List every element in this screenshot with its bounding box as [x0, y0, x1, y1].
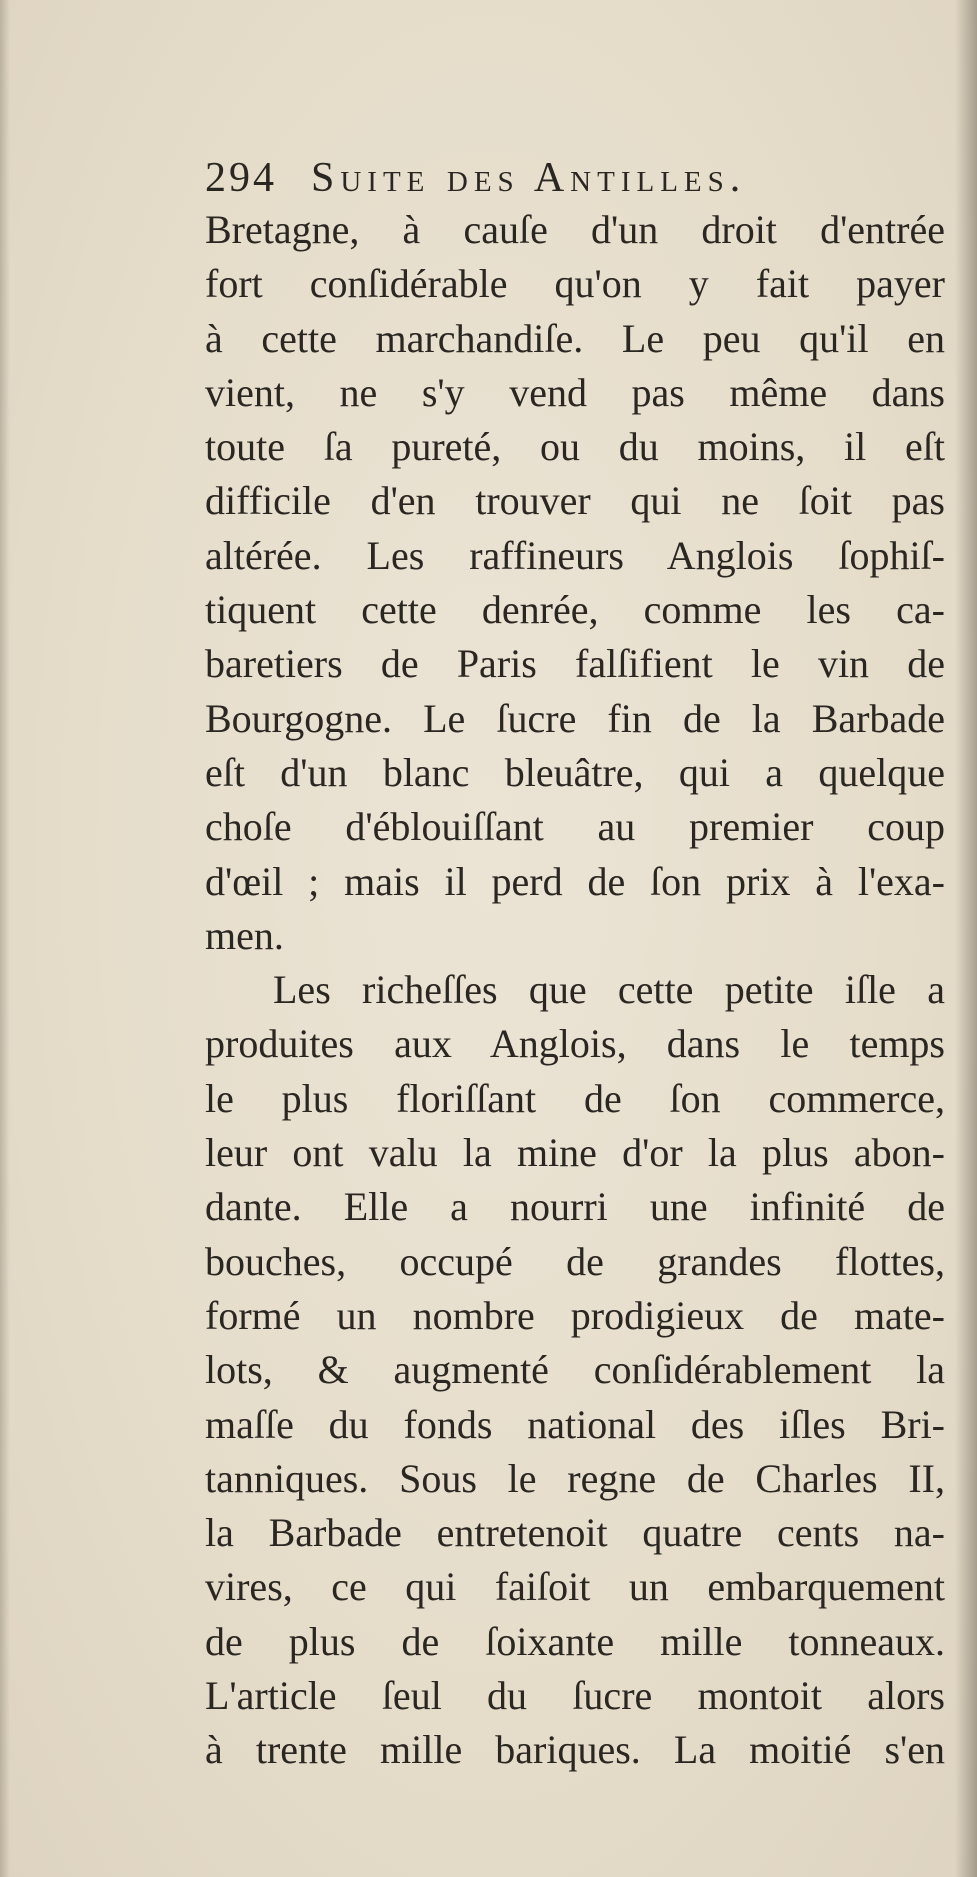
text-line: tiquent cette denrée, comme les ca-: [205, 587, 945, 633]
text-line: tanniques. Sous le regne de Charles II,: [205, 1455, 945, 1501]
text-line: eſt d'un blanc bleuâtre, qui a quelque: [205, 749, 945, 795]
text-line: à trente mille bariques. La moitié s'en: [205, 1727, 945, 1773]
body-text: [205, 203, 945, 1778]
text-line: dante. Elle a nourri une infinité de: [205, 1184, 945, 1230]
page-number: 294: [205, 155, 277, 201]
text-line: produites aux Anglois, dans le temps: [205, 1021, 945, 1067]
text-line: à cette marchandiſe. Le peu qu'il en: [205, 315, 945, 361]
text-line: Les richeſſes que cette petite iſle a: [273, 967, 945, 1013]
text-line: vires, ce qui faiſoit un embarquement: [205, 1564, 945, 1610]
text-line: men.: [205, 912, 284, 958]
text-line: altérée. Les raffineurs Anglois ſophiſ-: [205, 532, 945, 578]
page-left-edge: [0, 0, 10, 1877]
running-header: [205, 152, 925, 204]
text-line: d'œil ; mais il perd de ſon prix à l'exa-: [205, 858, 945, 904]
text-line: choſe d'éblouiſſant au premier coup: [205, 804, 945, 850]
text-line: bouches, occupé de grandes flottes,: [205, 1238, 945, 1284]
text-line: vient, ne s'y vend pas même dans: [205, 369, 945, 415]
text-line: L'article ſeul du ſucre montoit alors: [205, 1673, 945, 1719]
text-line: la Barbade entretenoit quatre cents na-: [205, 1510, 945, 1556]
text-line: baretiers de Paris falſifient le vin de: [205, 641, 945, 687]
text-line: formé un nombre prodigieux de mate-: [205, 1292, 945, 1338]
text-line: le plus floriſſant de ſon commerce,: [205, 1075, 945, 1121]
text-line: Bourgogne. Le ſucre fin de la Barbade: [205, 695, 945, 741]
text-line: de plus de ſoixante mille tonneaux.: [205, 1618, 945, 1664]
text-line: maſſe du fonds national des iſles Bri-: [205, 1401, 945, 1447]
running-title: Suite des Antilles.: [311, 155, 747, 201]
text-line: fort conſidérable qu'on y fait payer: [205, 261, 945, 307]
page-gutter-shadow: [955, 0, 977, 1877]
text-line: leur ont valu la mine d'or la plus abon-: [205, 1130, 945, 1176]
text-line: toute ſa pureté, ou du moins, il eſt: [205, 424, 945, 470]
text-line: Bretagne, à cauſe d'un droit d'entrée: [205, 207, 945, 252]
text-line: lots, & augmenté conſidérablement la: [205, 1347, 945, 1393]
text-line: difficile d'en trouver qui ne ſoit pas: [205, 478, 945, 524]
